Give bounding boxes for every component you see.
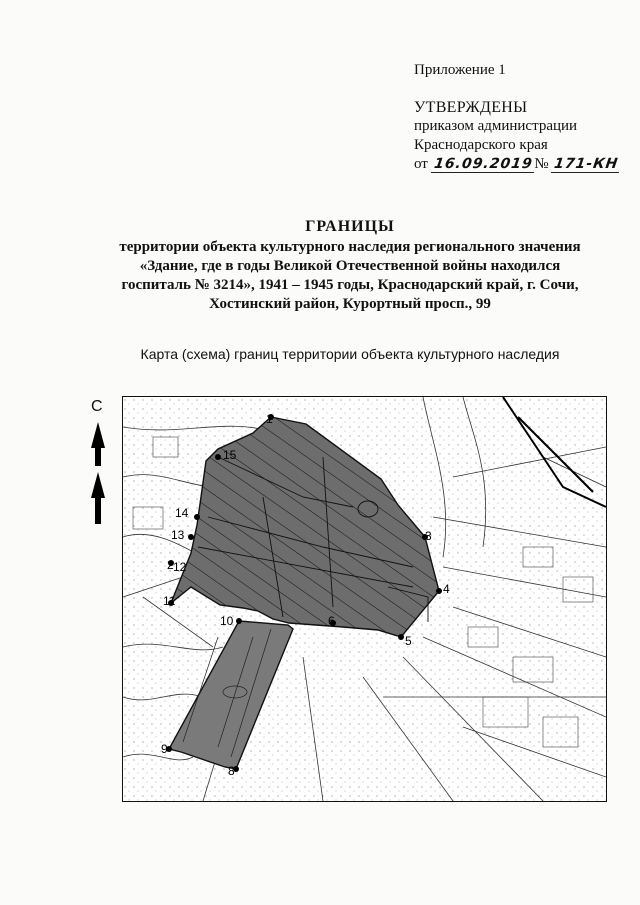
point-label: 3 xyxy=(425,529,432,543)
point-label: 2 xyxy=(167,558,174,572)
map-svg xyxy=(123,397,606,801)
from-label: от xyxy=(414,156,428,172)
annex-label: Приложение 1 xyxy=(414,62,506,78)
north-arrow xyxy=(88,398,108,528)
point-label: 15 xyxy=(223,448,237,462)
document-title xyxy=(60,218,640,314)
point-label: 10 xyxy=(220,614,234,628)
title-line-1: территории объекта культурного наследия регионального значения xyxy=(119,239,581,255)
point-label: 6 xyxy=(328,614,335,628)
point-label: 12 xyxy=(173,560,187,574)
number-sign: № xyxy=(534,156,549,172)
title-main: ГРАНИЦЫ xyxy=(305,218,395,235)
approved-by-order: приказом администрации xyxy=(414,118,578,134)
map-caption: Карта (схема) границ территории объекта культурного наследия xyxy=(140,346,560,362)
handwritten-date: 16.09.2019 xyxy=(430,157,535,173)
title-line-3: госпиталь № 3214», 1941 – 1945 годы, Краснодарский край, г. Сочи, xyxy=(121,277,579,293)
north-arrow-icon xyxy=(88,398,108,528)
approved-region: Краснодарского края xyxy=(414,137,548,153)
approval-block xyxy=(414,98,620,174)
approval-date-line xyxy=(414,155,620,174)
title-line-4: Хостинский район, Курортный просп., 99 xyxy=(209,296,491,312)
point-label: 9 xyxy=(161,742,168,756)
handwritten-number: 171-КН xyxy=(551,157,621,173)
point-label: 14 xyxy=(175,506,189,520)
point-label: 4 xyxy=(443,582,450,596)
point-label: 13 xyxy=(171,528,185,542)
point-label: 8 xyxy=(228,764,235,778)
point-label: 5 xyxy=(405,634,412,648)
approved-heading: УТВЕРЖДЕНЫ xyxy=(414,99,528,116)
point-label: 1 xyxy=(266,412,273,426)
north-letter: С xyxy=(91,398,103,415)
boundary-map xyxy=(122,396,607,802)
title-line-2: «Здание, где в годы Великой Отечественной войны находился xyxy=(139,258,561,274)
point-label: 11 xyxy=(163,594,176,608)
